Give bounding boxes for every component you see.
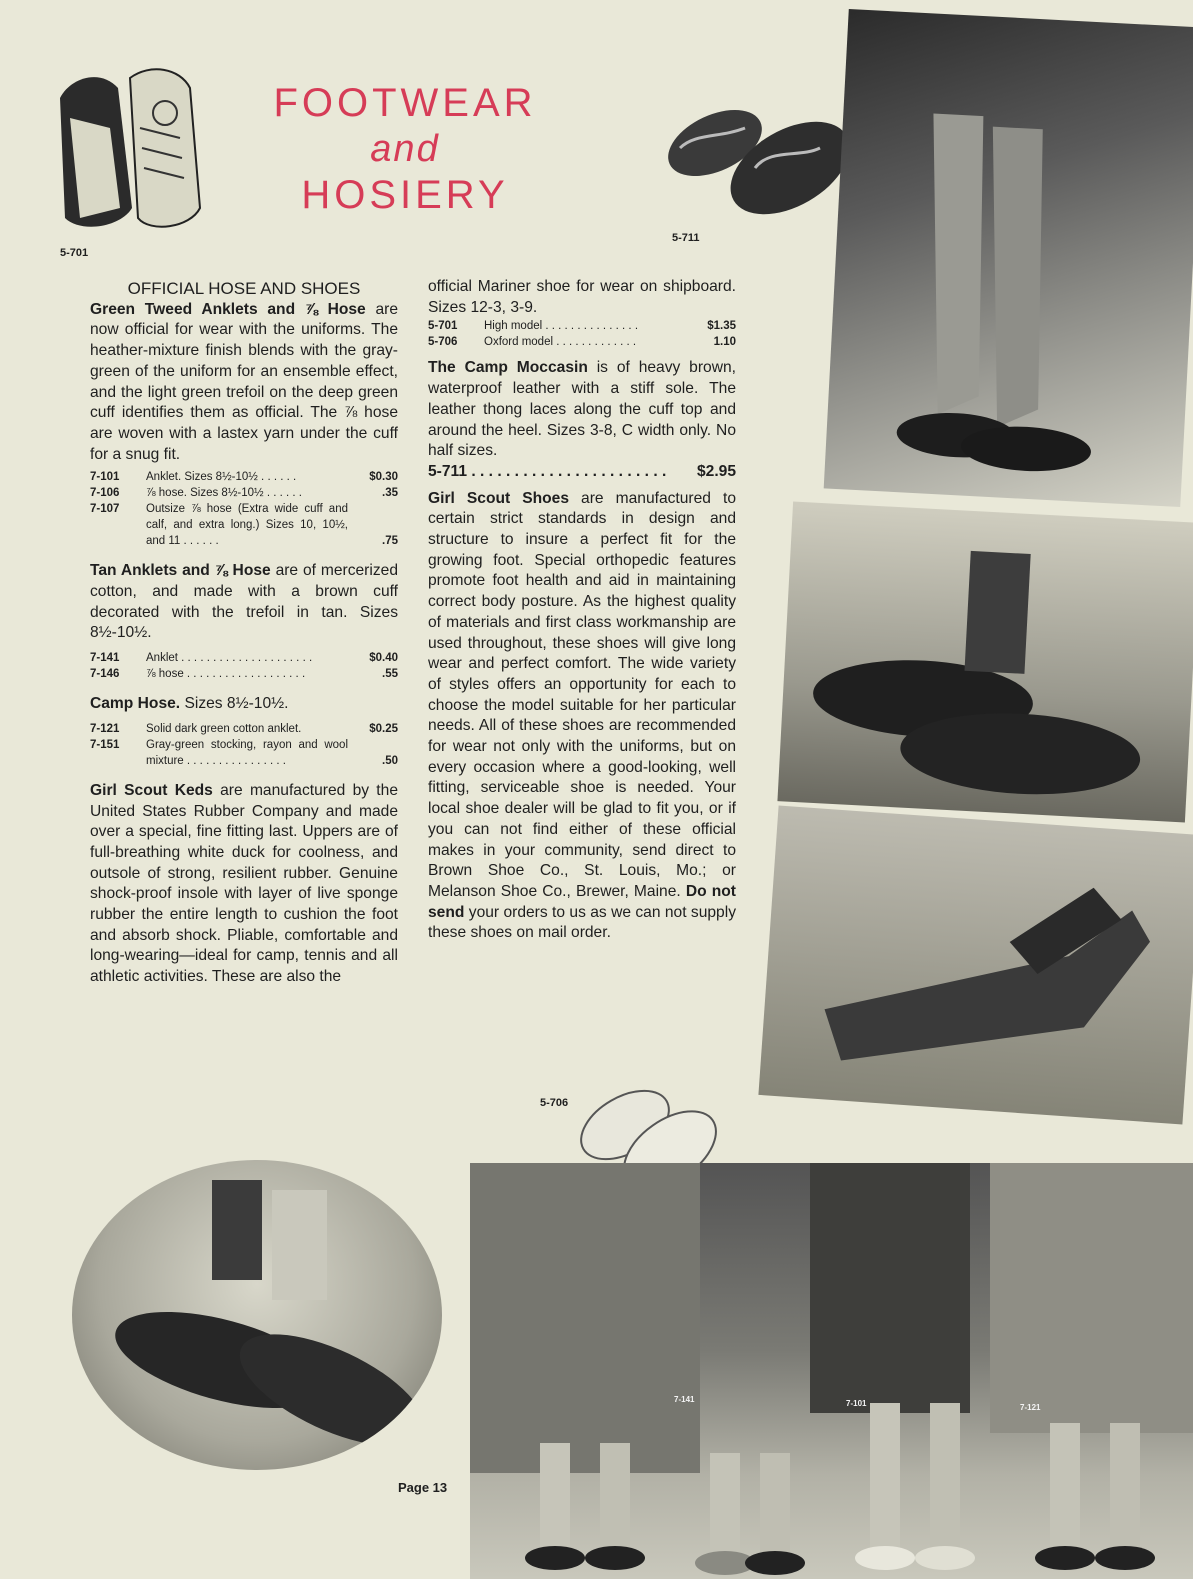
- keds-paragraph: [90, 781, 398, 988]
- tan-hose-paragraph: [90, 561, 398, 644]
- price-row: 7-121 Solid dark green cotton anklet. $0.25: [90, 722, 398, 735]
- sneakers-code: 5-701: [60, 247, 89, 259]
- photo-tall-boots: [758, 806, 1193, 1125]
- circle-shoes-shape: [72, 1160, 442, 1470]
- column-left: [90, 279, 398, 988]
- camp-hose-text: Sizes 8½-10½.: [180, 695, 289, 713]
- keds-text: are manufactured by the United States Rubber Company and made over a special, fine fitting last. Uppers are of full-breathing white duck for coolness, and outsole of strong, resilient rubber. Genuine shock-proof insole with layer of live sponge rubber the entire length to cushion the foot and absorb shock. Pliable, comfortable and long-wearing—ideal for camp, tennis and all athletic activities. These are also the: [90, 781, 398, 986]
- green-hose-title: Green Tweed Anklets and ⅞ Hose: [90, 300, 366, 318]
- sneakers-illustration: [40, 58, 210, 238]
- camp-hose-title: Camp Hose.: [90, 695, 181, 713]
- page-title: [255, 80, 555, 219]
- boots-shape: [758, 806, 1193, 1125]
- photo-circle-oxfords: [72, 1160, 442, 1470]
- price-row: 7-101 Anklet. Sizes 8½-10½ . . . . . . $0.30: [90, 471, 398, 484]
- moccasin-price-row: 5-711 . . . . . . . . . . . . . . . . . . . . . . . $2.95: [428, 462, 736, 480]
- group-legs-shape: [470, 1163, 1193, 1579]
- photo-label-b: 7-101: [846, 1399, 867, 1408]
- price-row: 7-146 ⅞ hose . . . . . . . . . . . . . . . . . . . .55: [90, 668, 398, 681]
- moccasin-title: The Camp Moccasin: [428, 359, 588, 377]
- tan-hose-title: Tan Anklets and ⅞ Hose: [90, 562, 271, 580]
- title-line-1: FOOTWEAR: [273, 81, 537, 125]
- price-row: 7-141 Anklet . . . . . . . . . . . . . . . . . . . . . $0.40: [90, 652, 398, 665]
- title-line-2: and: [370, 128, 440, 171]
- price-row: 7-107 Outsize ⅞ hose (Extra wide cuff and calf, and extra long.) Sizes 10, 10½, and 11 . . . . . . .75: [90, 503, 398, 548]
- keds-continued: official Mariner shoe for wear on shipboard. Sizes 12-3, 3-9.: [428, 278, 736, 316]
- price-row: 5-706 Oxford model . . . . . . . . . . . . . 1.10: [428, 336, 736, 349]
- moccasin-paragraph: [428, 358, 736, 462]
- page-number: Page 13: [398, 1480, 448, 1495]
- keds-title: Girl Scout Keds: [90, 781, 213, 799]
- photo-oxfords-ankle: [777, 502, 1193, 823]
- photo-group-legs: [470, 1163, 1193, 1579]
- oxford-shoes-shape: [777, 502, 1193, 823]
- green-hose-text: are now official for wear with the uniforms. The heather-mixture finish blends with the gray-green of the uniform for an ensemble effect, and the light green trefoil on the deep green cuff identifies them as official. The ⅞ hose are woven with a lastex yarn under the cuff for a snug fit.: [90, 300, 398, 463]
- moccasins-code: 5-711: [672, 232, 700, 244]
- section-heading: OFFICIAL HOSE AND SHOES: [127, 279, 361, 298]
- legs-shape: [824, 9, 1193, 507]
- photo-label-c: 7-121: [1020, 1403, 1041, 1412]
- tan-hose-text: are of mercerized cotton, and made with a brown cuff decorated with the trefoil in tan. Sizes 8½-10½.: [90, 562, 398, 642]
- photo-knee-socks: [824, 9, 1193, 507]
- photo-label-a: 7-141: [674, 1395, 695, 1404]
- shoes-title: Girl Scout Shoes: [428, 489, 570, 507]
- moccasins-illustration: [660, 88, 865, 223]
- title-line-3: HOSIERY: [301, 173, 509, 218]
- column-right: [428, 277, 736, 944]
- green-hose-paragraph: [90, 300, 398, 466]
- camp-hose-paragraph: [90, 694, 398, 715]
- price-row: 5-701 High model . . . . . . . . . . . . . . . $1.35: [428, 320, 736, 333]
- girl-scout-shoes-paragraph: Girl Scout Shoes are manufactured to certain strict standards in design and structure to insure a perfect fit for the growing foot. Special orthopedic features promote foot health and aid in maintaining correct body posture. As the highest quality of materials and first class workmanship are used throughout, these shoes will give long wear and perfect comfort. The wide variety of styles offers an opportunity for each to choose the model suitable for her particular needs. All of these shoes are recommended for wear not only with the uniforms, but on every occasion where a good-looking, well fitting, serviceable shoe is needed. Your local shoe dealer will be glad to fit you, or if you can not find either of these official makes in your community, send direct to Brown Shoe Co., St. Louis, Mo.; or Melanson Shoe Co., Brewer, Maine. Do not send your orders to us as we can not supply these shoes on mail order.: [428, 489, 736, 942]
- price-row: 7-151 Gray-green stocking, rayon and wool mixture . . . . . . . . . . . . . . . . .50: [90, 738, 398, 767]
- price-row: 7-106 ⅞ hose. Sizes 8½-10½ . . . . . . .35: [90, 487, 398, 500]
- oxfords-code: 5-706: [540, 1097, 569, 1109]
- moccasin-text: is of heavy brown, waterproof leather with a stiff sole. The leather thong laces along the cuff top and around the heel. Sizes 3-8, C width only. No half sizes.: [428, 359, 736, 460]
